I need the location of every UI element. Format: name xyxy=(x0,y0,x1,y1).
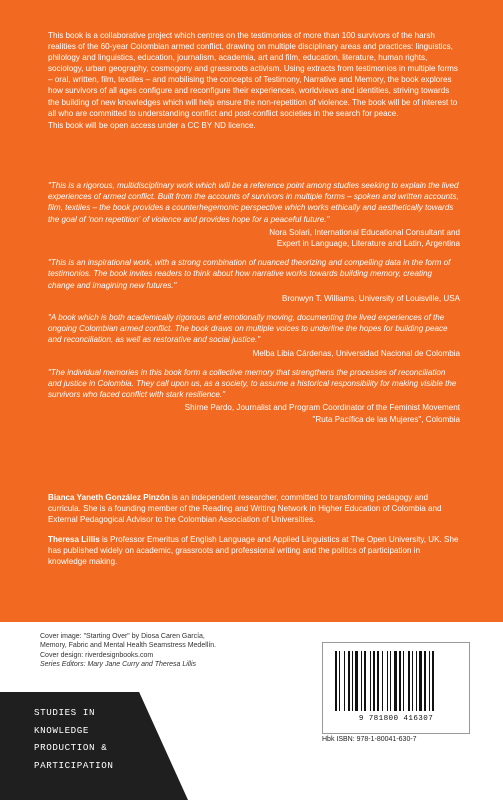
back-cover-blurb xyxy=(48,30,460,131)
barcode xyxy=(322,642,470,734)
review-quote: "The individual memories in this book form a collective memory that strengthens the processes of reconciliation and justice in Colombia. They call upon us, as a society, to assume a historical responsibility for making visible the survivors who faced conflict with stark resilience." xyxy=(48,367,457,400)
book-description: This book is a collaborative project which centres on the testimonios of more than 100 survivors of the harsh realities of the 60-year Colombian armed conflict, drawing on multiple disciplinary areas and practices: linguistics, philology and linguistics, education, journalism, academia, art and film, education, literature, human rights, sociology, urban geography, cosmogony and grassroots activism. Using extracts from testimonios in multiple forms – oral, written, film, textiles – and mobilising the concepts of Testimony, Narrative and Memory, the book explores how survivors of all ages configure and reconfigure their experiences, worldviews and identities, striving towards the building of new knowledges which will help ensure the non-repetition of violence. The book will be of interest to all who are committed to understanding conflict and post-conflict societies in the search for peace. xyxy=(48,31,458,118)
barcode-bar xyxy=(373,651,375,711)
review-quote: "This is an inspirational work, with a strong combination of nuanced theorizing and compelling data in the form of testimonios. The book invites readers to think about how narrative works towards building memory, creating change and imagining new futures." xyxy=(48,258,451,290)
barcode-bar xyxy=(370,651,371,711)
attribution-line: Nora Solari, International Educational Consultant and xyxy=(269,227,460,237)
barcode-bar xyxy=(424,651,426,711)
isbn-label: Hbk ISBN: 978-1-80041-630-7 xyxy=(322,736,417,743)
barcode-bar xyxy=(399,651,401,711)
barcode-bar xyxy=(429,651,430,711)
barcode-bar xyxy=(390,651,391,711)
series-editors: Series Editors: Mary Jane Curry and Theresa Lillis xyxy=(40,661,197,669)
barcode-bar xyxy=(339,651,340,711)
author-bio-text: is an independent researcher, committed to transforming pedagogy and curricula. She is a founding member of the Reading and Writing Network in Higher Education of Colombia and External Pedagogical Advisor to the Colombian Association of Universities. xyxy=(48,493,442,525)
barcode-bar xyxy=(382,651,383,711)
series-title-line: STUDIES IN xyxy=(34,707,96,718)
barcode-bar xyxy=(419,651,422,711)
barcode-bar xyxy=(355,651,358,711)
white-footer-panel xyxy=(0,622,503,800)
series-title-line: PARTICIPATION xyxy=(34,759,114,771)
attribution-line: Bronwyn T. Williams, University of Louisville, USA xyxy=(282,293,460,303)
attribution-line: "Ruta Pacífica de las Mujeres", Colombia xyxy=(312,414,460,424)
series-title xyxy=(34,704,184,774)
review xyxy=(48,180,460,249)
barcode-bar xyxy=(403,651,404,711)
author-bios xyxy=(48,492,460,575)
barcode-bar xyxy=(416,651,417,711)
barcode-bar xyxy=(394,651,397,711)
attribution-line: Shirne Pardo, Journalist and Program Coordinator of the Feminist Movement xyxy=(184,403,460,413)
author-bio-text: is Professor Emeritus of English Language and Applied Linguistics at The Open University, UK. She has published widely on academic, grassroots and professional writing and the politics of participation in knowledge making. xyxy=(48,534,459,567)
barcode-bar xyxy=(408,651,410,711)
review-attribution xyxy=(48,293,460,304)
barcode-bars-icon xyxy=(333,651,459,715)
cover-image-credit: Cover image: "Starting Over" by Diosa Caren García, xyxy=(40,633,205,640)
attribution-line: Melba Libia Cárdenas, Universidad Nacional de Colombia xyxy=(252,348,460,358)
author-name: Bianca Yaneth González Pinzón xyxy=(48,493,170,502)
attribution-line: Expert in Language, Literature and Latin, Argentina xyxy=(276,239,460,249)
review xyxy=(48,312,460,359)
barcode-bar xyxy=(387,651,388,711)
barcode-bar xyxy=(344,651,345,711)
barcode-bar xyxy=(364,651,366,711)
series-title-line: PRODUCTION & xyxy=(34,742,108,753)
cover-credits xyxy=(40,632,290,670)
review-quote: "This is a rigorous, multidisciplinary work which will be a reference point among studies seeking to explain the lived experiences of armed conflict. Built from the accounts of survivors in multiple forms – spoken and written accounts, film, textiles – the book provides a counterhegemonic perspective which works ethically and aesthetically towards the goal of 'non repetition' of violence and provides hope for a peaceful future." xyxy=(48,181,459,224)
cover-image-credit: Memory, Fabric and Mental Health Seamstress Medellín. xyxy=(40,642,217,650)
cover-design-credit: Cover design: riverdesignbooks.com xyxy=(40,651,154,659)
barcode-bar xyxy=(361,651,362,711)
review xyxy=(48,257,460,304)
series-title-line: KNOWLEDGE xyxy=(34,724,90,736)
barcode-bar xyxy=(432,651,434,711)
review-quote: "A book which is both academically rigorous and emotionally moving, documenting the lived experiences of the ongoing Colombian armed conflict. The book draws on multiple voices to underline the hopes for building peace and reconciliation, as well as restorative and social justice." xyxy=(48,313,448,345)
barcode-bar xyxy=(412,651,413,711)
barcode-bar xyxy=(335,651,337,711)
barcode-bar xyxy=(352,651,353,711)
barcode-bar xyxy=(348,651,350,711)
barcode-bar xyxy=(377,651,379,711)
author-bio xyxy=(48,534,460,568)
author-bio xyxy=(48,492,460,526)
review-attribution xyxy=(48,348,460,359)
review-attribution xyxy=(48,227,460,249)
licence-note: This book will be open access under a CC BY ND licence. xyxy=(48,120,256,130)
endorsements xyxy=(48,180,460,433)
barcode-number: 9 781800 416307 xyxy=(358,715,434,723)
review xyxy=(48,367,460,425)
author-name: Theresa Lillis xyxy=(48,534,100,544)
review-attribution xyxy=(48,402,460,424)
